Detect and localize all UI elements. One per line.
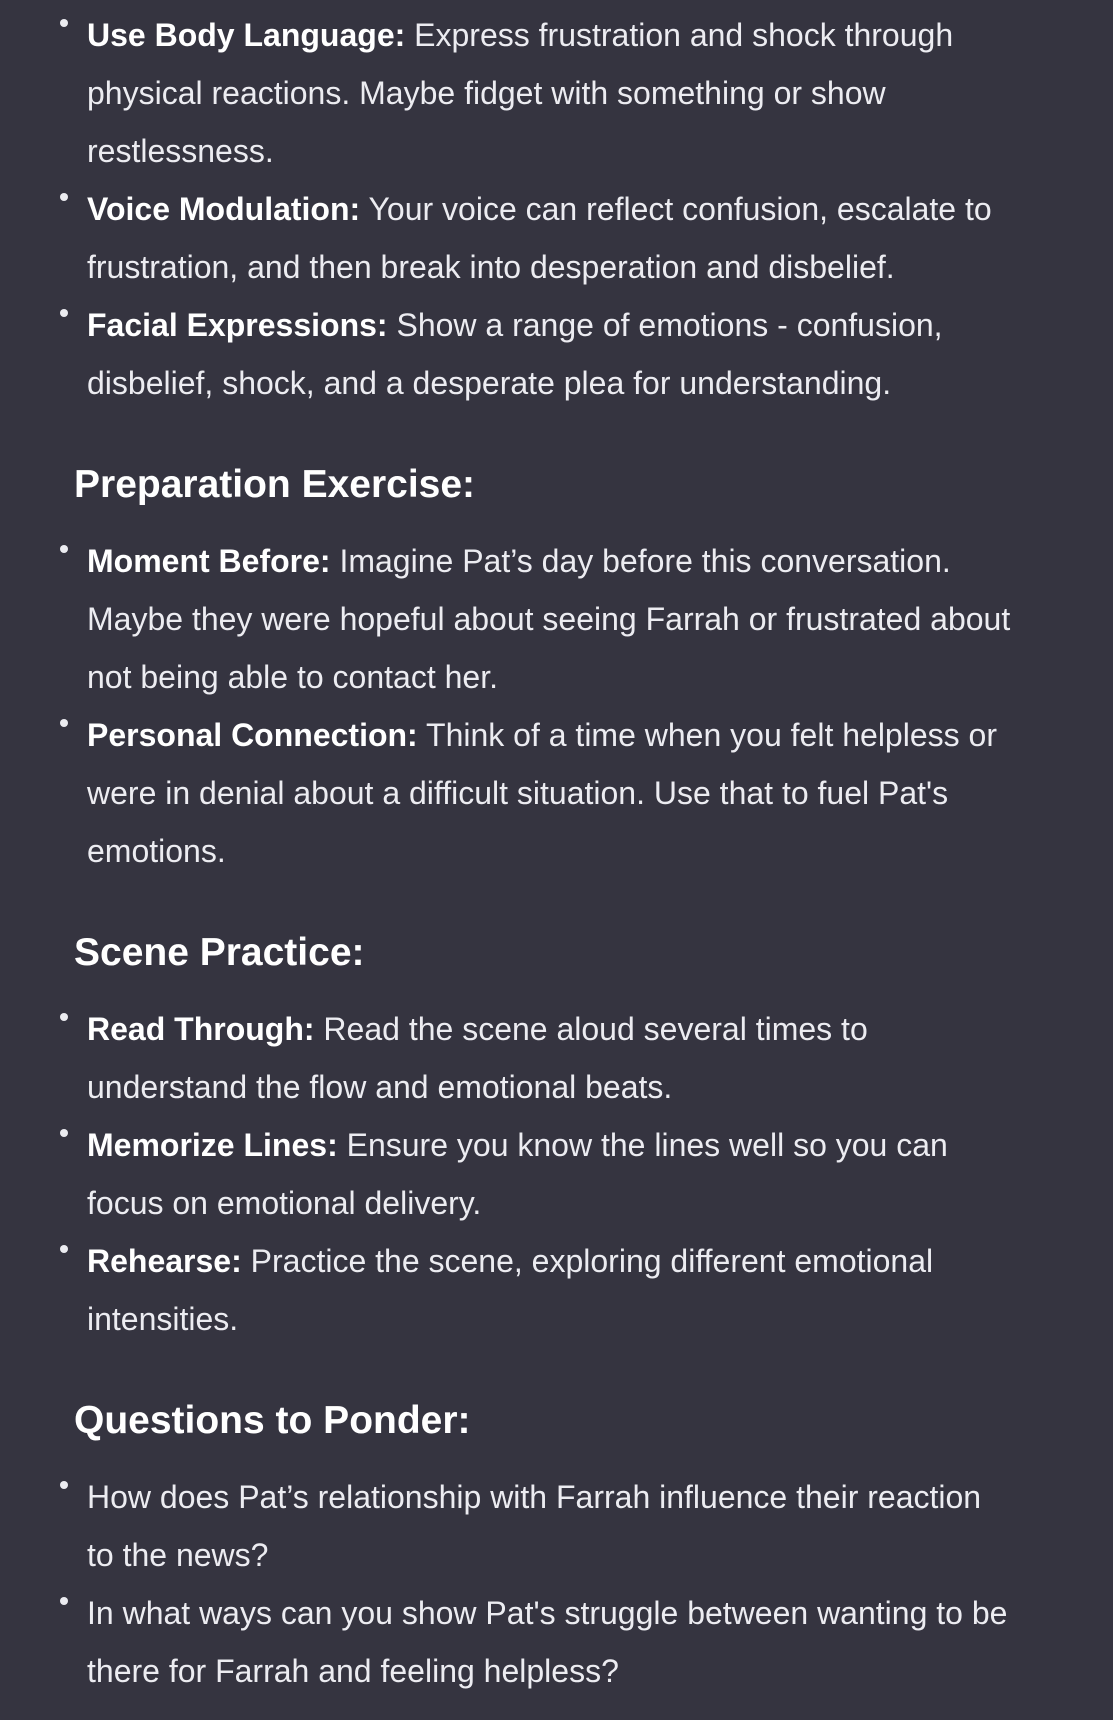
list-item xyxy=(0,1468,1113,1584)
bullet-icon xyxy=(60,309,68,317)
list-item xyxy=(0,296,1113,412)
item-lead: Personal Connection: xyxy=(87,717,418,753)
questions-list xyxy=(0,1468,1113,1700)
item-lead: Read Through: xyxy=(87,1011,315,1047)
bullet-icon xyxy=(60,193,68,201)
item-text: In what ways can you show Pat's struggle between wanting to be there for Farrah and feeling helpless? xyxy=(87,1595,1008,1689)
bullet-icon xyxy=(60,545,68,553)
preparation-list xyxy=(0,532,1113,880)
item-text: Your voice can reflect confusion, escalate to frustration, and then break into desperation and disbelief. xyxy=(87,191,992,285)
item-lead: Voice Modulation: xyxy=(87,191,361,227)
bullet-icon xyxy=(60,1245,68,1253)
section-heading-questions: Questions to Ponder: xyxy=(74,1399,471,1442)
acting-tips-list xyxy=(0,6,1113,412)
item-lead: Facial Expressions: xyxy=(87,307,388,343)
list-item xyxy=(0,1000,1113,1116)
list-item xyxy=(0,706,1113,880)
list-item xyxy=(0,1232,1113,1348)
item-lead: Use Body Language: xyxy=(87,17,406,53)
item-lead: Memorize Lines: xyxy=(87,1127,338,1163)
item-text: Show a range of emotions - confusion, disbelief, shock, and a desperate plea for understanding. xyxy=(87,307,943,401)
bullet-icon xyxy=(60,1597,68,1605)
bullet-icon xyxy=(60,1013,68,1021)
item-lead: Moment Before: xyxy=(87,543,331,579)
item-text: Express frustration and shock through physical reactions. Maybe fidget with something or show restlessness. xyxy=(87,17,954,169)
list-item xyxy=(0,1116,1113,1232)
scene-practice-list xyxy=(0,1000,1113,1348)
bullet-icon xyxy=(60,1481,68,1489)
section-heading-preparation: Preparation Exercise: xyxy=(74,463,476,506)
bullet-icon xyxy=(60,719,68,727)
item-text: Think of a time when you felt helpless or were in denial about a difficult situation. Use that to fuel Pat's emotions. xyxy=(87,717,997,869)
item-text: Ensure you know the lines well so you can focus on emotional delivery. xyxy=(87,1127,948,1221)
list-item xyxy=(0,532,1113,706)
section-heading-scene-practice: Scene Practice: xyxy=(74,931,365,974)
bullet-icon xyxy=(60,19,68,27)
item-text: How does Pat’s relationship with Farrah influence their reaction to the news? xyxy=(87,1479,982,1573)
item-lead: Rehearse: xyxy=(87,1243,242,1279)
item-text: Read the scene aloud several times to understand the flow and emotional beats. xyxy=(87,1011,868,1105)
list-item xyxy=(0,6,1113,180)
bullet-icon xyxy=(60,1129,68,1137)
item-text: Practice the scene, exploring different emotional intensities. xyxy=(87,1243,934,1337)
list-item xyxy=(0,180,1113,296)
item-text: Imagine Pat’s day before this conversation. Maybe they were hopeful about seeing Farrah or frustrated about not being able to contact her. xyxy=(87,543,1011,695)
list-item xyxy=(0,1584,1113,1700)
